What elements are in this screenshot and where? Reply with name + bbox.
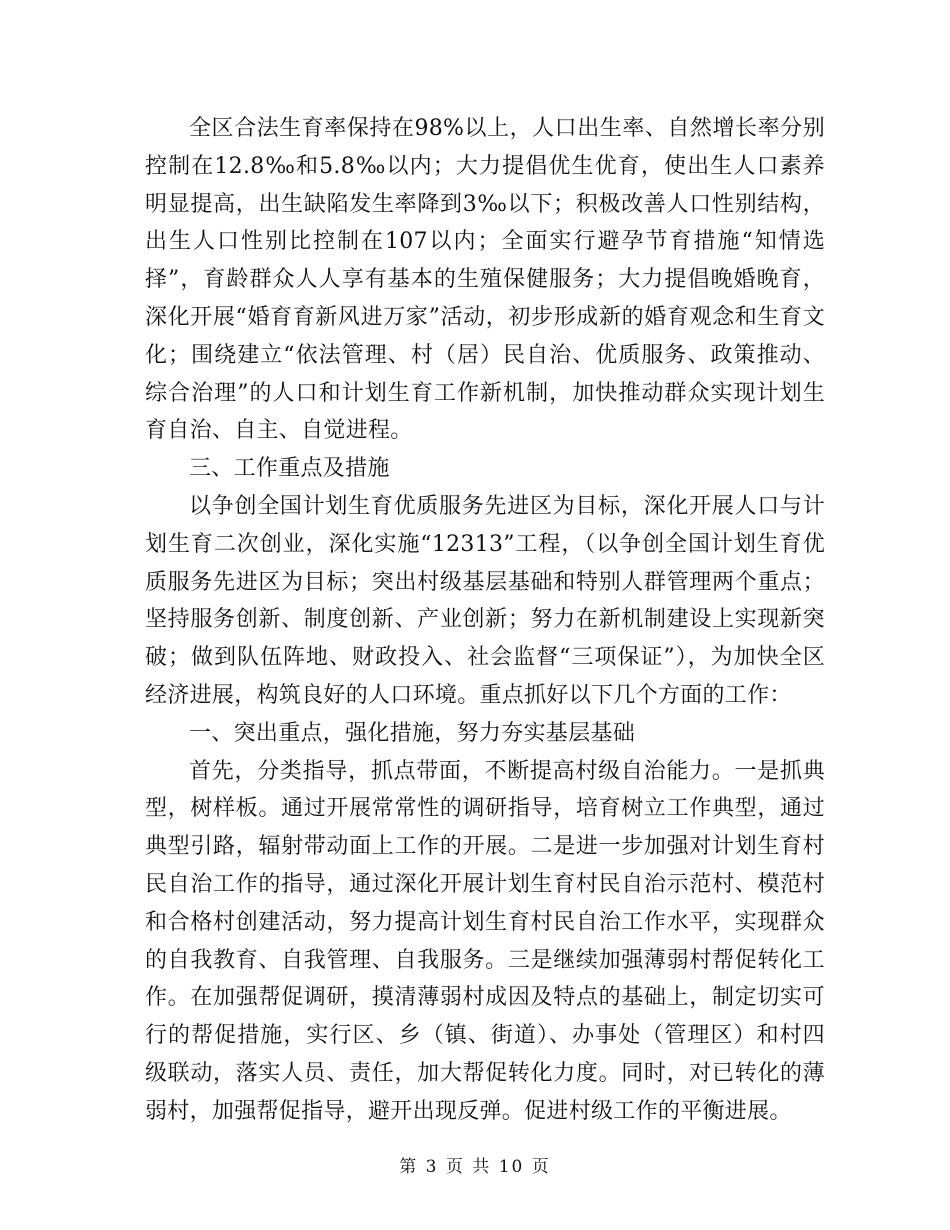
subsection-heading-grassroots: 一、突出重点，强化措施，努力夯实基层基础 xyxy=(189,720,636,746)
paragraph-targets: 全区合法生育率保持在98%以上，人口出生率、自然增长率分别控制在12.8‰和5.8‰以内；大力提倡优生优育，使出生人口素养明显提高，出生缺陷发生率降到3‰以下；积极改善人口性别结构，出生人口性别比控制在107以内；全面实行避孕节育措施“知情选择”，育龄群众人人享有基本的生殖保健服务；大力提倡晚婚晚育，深化开展“婚育育新风进万家”活动，初步形成新的婚育观念和生育文化；围绕建立“依法管理、村（居）民自治、优质服务、政策推动、综合治理”的人口和计划生育工作新机制，加快推动群众实现计划生育自治、自主、自觉进程。 xyxy=(145,116,825,444)
section-heading-work-focus: 三、工作重点及措施 xyxy=(189,456,390,482)
page-number-footer: 第 3 页 共 10 页 xyxy=(399,1157,551,1177)
paragraph-goals: 以争创全国计划生育优质服务先进区为目标，深化开展人口与计划生育二次创业，深化实施“12313”工程，（以争创全国计划生育优质服务先进区为目标；突出村级基层基础和特别人群管理两个重点；坚持服务创新、制度创新、产业创新；努力在新机制建设上实现新突破；做到队伍阵地、财政投入、社会监督“三项保证”），为加快全区经济进展，构筑良好的人口环境。重点抓好以下几个方面的工作： xyxy=(145,493,825,708)
paragraph-village-autonomy: 首先，分类指导，抓点带面，不断提高村级自治能力。一是抓典型，树样板。通过开展常常性的调研指导，培育树立工作典型，通过典型引路，辐射带动面上工作的开展。二是进一步加强对计划生育村民自治工作的指导，通过深化开展计划生育村民自治示范村、模范村和合格村创建活动，努力提高计划生育村民自治工作水平，实现群众的自我教育、自我管理、自我服务。三是继续加强薄弱村帮促转化工作。在加强帮促调研，摸清薄弱村成因及特点的基础上，制定切实可行的帮促措施，实行区、乡（镇、街道）、办事处（管理区）和村四级联动，落实人员、责任，加大帮促转化力度。同时，对已转化的薄弱村，加强帮促指导，避开出现反弹。促进村级工作的平衡进展。 xyxy=(145,758,825,1124)
document-body xyxy=(145,110,825,1131)
